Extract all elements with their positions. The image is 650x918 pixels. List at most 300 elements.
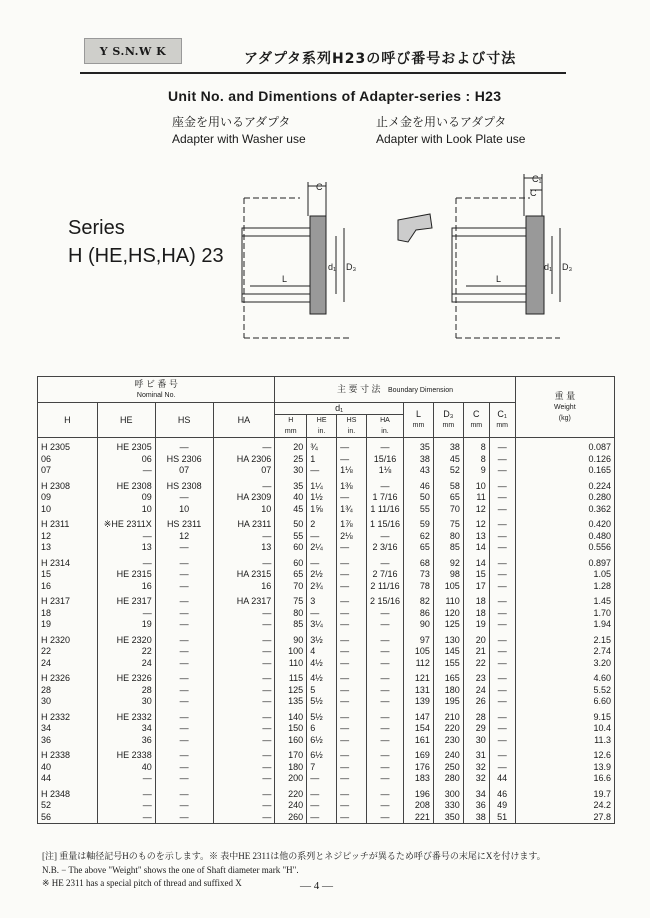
caption-right — [376, 114, 525, 148]
caption-right-jp: 止メ金を用いるアダプタ — [376, 115, 507, 129]
adapter-table — [37, 376, 615, 824]
table-cell: — — [307, 800, 337, 812]
header-d3 — [433, 403, 463, 438]
table-cell: 4½ — [307, 658, 337, 670]
table-row — [38, 492, 615, 504]
table-cell: 16 — [213, 581, 275, 593]
table-cell: HE 2305 — [97, 438, 155, 454]
caption-left-en: Adapter with Washer use — [172, 132, 306, 146]
table-cell: 16 — [97, 581, 155, 593]
header-d3-unit: mm — [442, 422, 455, 429]
table-cell: 2½ — [307, 569, 337, 581]
table-cell: 200 — [275, 773, 307, 785]
table-cell: 4½ — [307, 669, 337, 685]
table-cell: HA 2309 — [213, 492, 275, 504]
table-cell: 13 — [213, 542, 275, 554]
table-cell: 147 — [404, 708, 434, 724]
table-cell: 82 — [404, 592, 434, 608]
table-cell: — — [155, 569, 213, 581]
table-cell: — — [213, 685, 275, 697]
table-cell: — — [213, 735, 275, 747]
table-cell: 65 — [433, 492, 463, 504]
table-cell: — — [366, 746, 403, 762]
table-cell: 22 — [97, 646, 155, 658]
header-weight — [515, 377, 614, 438]
table-cell: 110 — [433, 592, 463, 608]
table-cell: 6½ — [307, 735, 337, 747]
table-cell: 105 — [404, 646, 434, 658]
label-d1-right: d₁ — [544, 262, 553, 272]
table-row — [38, 608, 615, 620]
table-cell: — — [366, 531, 403, 543]
table-cell: 0.224 — [515, 477, 614, 493]
table-cell: 0.280 — [515, 492, 614, 504]
header-nominal — [38, 377, 275, 403]
table-cell: 1.05 — [515, 569, 614, 581]
table-cell: — — [337, 646, 367, 658]
table-row — [38, 685, 615, 697]
table-cell: — — [213, 708, 275, 724]
table-cell: 07 — [155, 465, 213, 477]
table-cell: 9 — [463, 465, 489, 477]
table-cell: 40 — [275, 492, 307, 504]
table-cell: — — [213, 554, 275, 570]
table-cell: 3½ — [307, 631, 337, 647]
table-cell: 125 — [433, 619, 463, 631]
header-d1-ha: HA in. — [366, 415, 403, 438]
table-cell: H 2305 — [38, 438, 98, 454]
table-row — [38, 762, 615, 774]
table-cell: 30 — [97, 696, 155, 708]
table-cell: 3¼ — [307, 619, 337, 631]
table-cell: — — [337, 812, 367, 824]
table-cell: 8 — [463, 454, 489, 466]
table-cell: — — [307, 608, 337, 620]
table-row — [38, 454, 615, 466]
series-line2: H (HE,HS,HA) 23 — [68, 245, 224, 267]
table-cell: 09 — [38, 492, 98, 504]
table-cell: 2¼ — [307, 542, 337, 554]
table-cell: 23 — [463, 669, 489, 685]
adapter-diagram — [230, 168, 590, 358]
table-cell: 28 — [38, 685, 98, 697]
series-label — [68, 214, 224, 270]
table-cell: — — [337, 785, 367, 801]
table-cell: 46 — [404, 477, 434, 493]
table-cell: 97 — [404, 631, 434, 647]
table-cell: 38 — [404, 454, 434, 466]
table-cell: 45 — [433, 454, 463, 466]
table-cell: — — [366, 554, 403, 570]
table-cell: — — [337, 735, 367, 747]
table-cell: 196 — [404, 785, 434, 801]
table-cell: — — [155, 646, 213, 658]
header-weight-unit: (kg) — [558, 414, 571, 422]
table-cell: 1¾ — [337, 504, 367, 516]
table-cell: 73 — [404, 569, 434, 581]
header-c1-unit: mm — [496, 422, 509, 429]
table-cell: 1 — [307, 454, 337, 466]
table-cell: 30 — [38, 696, 98, 708]
table-cell: 1⅜ — [337, 477, 367, 493]
table-cell: — — [337, 554, 367, 570]
table-cell: — — [213, 477, 275, 493]
table-cell: — — [155, 723, 213, 735]
table-cell: H 2320 — [38, 631, 98, 647]
table-cell: 43 — [404, 465, 434, 477]
table-cell: 55 — [404, 504, 434, 516]
table-cell: 32 — [463, 773, 489, 785]
table-cell: 180 — [433, 685, 463, 697]
table-cell: 154 — [404, 723, 434, 735]
table-cell: 92 — [433, 554, 463, 570]
table-row — [38, 696, 615, 708]
table-cell: 13 — [38, 542, 98, 554]
table-cell: 165 — [433, 669, 463, 685]
table-cell: 2 7/16 — [366, 569, 403, 581]
header-h: H — [38, 403, 98, 438]
table-cell: — — [489, 554, 515, 570]
table-cell: 5½ — [307, 696, 337, 708]
table-cell: 1.28 — [515, 581, 614, 593]
table-cell: 38 — [463, 812, 489, 824]
table-cell: 45 — [275, 504, 307, 516]
header-d1: d₁ — [275, 403, 404, 415]
table-cell: 150 — [275, 723, 307, 735]
table-cell: — — [155, 592, 213, 608]
table-row — [38, 746, 615, 762]
table-row — [38, 812, 615, 824]
table-cell: 35 — [275, 477, 307, 493]
table-cell: — — [307, 531, 337, 543]
table-cell: 26 — [463, 696, 489, 708]
table-row — [38, 723, 615, 735]
title-rule — [80, 72, 566, 74]
table-cell: 183 — [404, 773, 434, 785]
table-cell: HA 2311 — [213, 515, 275, 531]
table-cell: — — [213, 746, 275, 762]
table-cell: — — [489, 515, 515, 531]
table-cell: 2⅛ — [337, 531, 367, 543]
table-cell: 40 — [97, 762, 155, 774]
table-cell: 65 — [404, 542, 434, 554]
table-cell: H 2348 — [38, 785, 98, 801]
table-cell: 208 — [404, 800, 434, 812]
table-cell: 330 — [433, 800, 463, 812]
table-cell: 24 — [97, 658, 155, 670]
page-title-en: Unit No. and Dimentions of Adapter-series : H23 — [168, 88, 502, 104]
table-cell: 155 — [433, 658, 463, 670]
table-cell: 260 — [275, 812, 307, 824]
table-cell: 19.7 — [515, 785, 614, 801]
table-row — [38, 773, 615, 785]
table-cell: 2¾ — [307, 581, 337, 593]
table-cell: 1⅛ — [366, 465, 403, 477]
table-cell: 06 — [97, 454, 155, 466]
table-cell: 125 — [275, 685, 307, 697]
brand-logo: Y S.N.W K — [84, 38, 182, 64]
table-cell: — — [155, 685, 213, 697]
table-cell: 52 — [433, 465, 463, 477]
table-cell: — — [155, 658, 213, 670]
table-cell: 12 — [463, 515, 489, 531]
left-nut — [310, 216, 326, 314]
table-cell: — — [337, 454, 367, 466]
header-nominal-jp: 呼 ビ 番 号 — [134, 378, 178, 389]
header-boundary-jp: 主 要 寸 法 — [336, 383, 381, 394]
table-cell: 5.52 — [515, 685, 614, 697]
table-cell: — — [213, 800, 275, 812]
header-he: HE — [97, 403, 155, 438]
header-d1-h: H mm — [275, 415, 307, 438]
table-cell: H 2326 — [38, 669, 98, 685]
table-row — [38, 569, 615, 581]
lock-plate — [398, 214, 432, 242]
table-cell: 130 — [433, 631, 463, 647]
table-cell: 0.420 — [515, 515, 614, 531]
table-cell: 36 — [463, 800, 489, 812]
table-cell: 34 — [97, 723, 155, 735]
table-cell: 56 — [38, 812, 98, 824]
table-row — [38, 542, 615, 554]
table-cell: 350 — [433, 812, 463, 824]
table-cell: 180 — [275, 762, 307, 774]
table-cell: 3 — [307, 592, 337, 608]
table-cell: — — [366, 619, 403, 631]
table-cell: 50 — [404, 492, 434, 504]
table-cell: 11 — [463, 492, 489, 504]
table-cell: 68 — [404, 554, 434, 570]
table-cell: — — [489, 669, 515, 685]
table-cell: 250 — [433, 762, 463, 774]
header-boundary — [275, 377, 515, 403]
table-cell: — — [155, 554, 213, 570]
table-cell: — — [337, 708, 367, 724]
table-row — [38, 800, 615, 812]
table-cell: 24 — [38, 658, 98, 670]
right-sleeve — [452, 228, 538, 302]
table-cell: — — [489, 619, 515, 631]
table-cell: — — [307, 785, 337, 801]
table-cell: 131 — [404, 685, 434, 697]
table-row — [38, 477, 615, 493]
table-cell: — — [337, 438, 367, 454]
table-cell: — — [337, 569, 367, 581]
table-cell: 160 — [275, 735, 307, 747]
table-cell: 0.362 — [515, 504, 614, 516]
table-cell: — — [213, 773, 275, 785]
table-row — [38, 554, 615, 570]
table-cell: 06 — [38, 454, 98, 466]
table-cell: 161 — [404, 735, 434, 747]
table-cell: 30 — [463, 735, 489, 747]
table-cell: — — [489, 646, 515, 658]
table-cell: — — [366, 685, 403, 697]
table-cell: 7 — [307, 762, 337, 774]
table-cell: 07 — [38, 465, 98, 477]
table-row — [38, 735, 615, 747]
table-cell: — — [366, 785, 403, 801]
header-d1-hs: HS in. — [337, 415, 367, 438]
table-cell: 15/16 — [366, 454, 403, 466]
table-cell: HE 2315 — [97, 569, 155, 581]
table-cell: — — [366, 669, 403, 685]
table-cell: — — [337, 619, 367, 631]
table-cell: — — [307, 812, 337, 824]
table-row — [38, 669, 615, 685]
table-cell: 1⅞ — [337, 515, 367, 531]
table-cell: 10 — [463, 477, 489, 493]
table-cell: 120 — [433, 608, 463, 620]
table-cell: — — [489, 658, 515, 670]
table-cell: 14 — [463, 554, 489, 570]
table-cell: 1.70 — [515, 608, 614, 620]
table-cell: 1⅝ — [307, 504, 337, 516]
table-cell: — — [97, 773, 155, 785]
table-cell: — — [97, 465, 155, 477]
table-cell: — — [489, 708, 515, 724]
table-cell: — — [489, 477, 515, 493]
table-cell: 21 — [463, 646, 489, 658]
table-cell: — — [489, 735, 515, 747]
table-cell: 40 — [38, 762, 98, 774]
label-c1-right: C₁ — [532, 174, 542, 184]
table-cell: 100 — [275, 646, 307, 658]
table-cell: 18 — [38, 608, 98, 620]
table-cell: — — [489, 696, 515, 708]
table-cell: 30 — [275, 465, 307, 477]
footnote-note: ※ HE 2311 has a special pitch of thread and suffixed X — [42, 878, 242, 888]
table-cell: 60 — [275, 554, 307, 570]
table-cell: 176 — [404, 762, 434, 774]
table-cell: 36 — [38, 735, 98, 747]
table-cell: 2 3/16 — [366, 542, 403, 554]
table-cell: — — [489, 569, 515, 581]
table-cell: 0.897 — [515, 554, 614, 570]
table-cell: — — [489, 762, 515, 774]
table-cell: 210 — [433, 708, 463, 724]
table-cell: — — [307, 554, 337, 570]
table-cell: — — [489, 454, 515, 466]
table-cell: 1¼ — [307, 477, 337, 493]
table-cell: — — [337, 723, 367, 735]
header-boundary-en: Boundary Dimension — [388, 386, 453, 394]
table-cell: 50 — [275, 515, 307, 531]
table-cell: 09 — [97, 492, 155, 504]
table-cell: — — [97, 608, 155, 620]
table-row — [38, 592, 615, 608]
table-cell: HA 2317 — [213, 592, 275, 608]
header-l-unit: mm — [412, 422, 425, 429]
table-row — [38, 515, 615, 531]
table-cell: 1½ — [307, 492, 337, 504]
table-cell: 230 — [433, 735, 463, 747]
table-cell: 15 — [38, 569, 98, 581]
table-cell: — — [489, 608, 515, 620]
table-cell: 2 15/16 — [366, 592, 403, 608]
table-cell: — — [366, 438, 403, 454]
table-cell: — — [337, 658, 367, 670]
table-row — [38, 504, 615, 516]
table-cell: — — [213, 696, 275, 708]
header-weight-en: Weight — [553, 403, 576, 411]
table-cell: — — [155, 746, 213, 762]
table-cell: — — [489, 581, 515, 593]
table-cell: 1 11/16 — [366, 504, 403, 516]
table-cell: — — [366, 646, 403, 658]
table-cell: 19 — [463, 619, 489, 631]
table-cell: — — [155, 735, 213, 747]
table-cell: — — [213, 631, 275, 647]
table-cell: 70 — [433, 504, 463, 516]
header-d1-he: HE in. — [307, 415, 337, 438]
table-cell: 19 — [97, 619, 155, 631]
table-cell: — — [366, 735, 403, 747]
table-cell: 10 — [97, 504, 155, 516]
table-cell: — — [337, 492, 367, 504]
table-cell: 34 — [38, 723, 98, 735]
table-row — [38, 646, 615, 658]
header-weight-jp: 重 量 — [554, 390, 576, 401]
table-cell: — — [337, 669, 367, 685]
header-c-label: C — [473, 409, 480, 419]
table-cell: — — [366, 631, 403, 647]
table-cell: — — [155, 696, 213, 708]
table-cell: 2 — [307, 515, 337, 531]
table-cell: — — [155, 619, 213, 631]
table-cell: 121 — [404, 669, 434, 685]
table-cell: HA 2315 — [213, 569, 275, 581]
table-cell: — — [213, 812, 275, 824]
label-d3-right: D₃ — [562, 262, 573, 272]
header-l-label: L — [415, 409, 421, 419]
table-cell: 10.4 — [515, 723, 614, 735]
table-cell: 27.8 — [515, 812, 614, 824]
table-cell: — — [213, 762, 275, 774]
table-cell: 24.2 — [515, 800, 614, 812]
table-cell: 15 — [463, 569, 489, 581]
table-cell: 6 — [307, 723, 337, 735]
table-row — [38, 438, 615, 454]
table-cell: 12 — [463, 504, 489, 516]
table-cell: — — [97, 554, 155, 570]
header-ha: HA — [213, 403, 275, 438]
table-cell: H 2308 — [38, 477, 98, 493]
table-cell: — — [337, 685, 367, 697]
footnote-jp: [注] 重量は軸径記号Hのものを示します。※ 表中HE 2311は他の系列とネジピッチが異るため呼び番号の末尾にXを付けます。 — [42, 851, 546, 861]
table-cell: 240 — [433, 746, 463, 762]
table-cell: 98 — [433, 569, 463, 581]
table-cell: — — [155, 492, 213, 504]
table-cell: 19 — [38, 619, 98, 631]
table-cell: 18 — [463, 592, 489, 608]
table-cell: — — [337, 800, 367, 812]
table-cell: 62 — [404, 531, 434, 543]
table-cell: — — [155, 581, 213, 593]
table-cell: — — [155, 762, 213, 774]
table-cell: — — [155, 438, 213, 454]
table-cell: 60 — [275, 542, 307, 554]
table-cell: 169 — [404, 746, 434, 762]
table-cell: — — [213, 531, 275, 543]
table-cell: 221 — [404, 812, 434, 824]
label-d3-left: D₃ — [346, 262, 357, 272]
label-c-left: C — [316, 182, 323, 192]
table-cell: 65 — [275, 569, 307, 581]
table-cell: — — [366, 608, 403, 620]
table-cell: — — [366, 812, 403, 824]
table-cell: 6½ — [307, 746, 337, 762]
